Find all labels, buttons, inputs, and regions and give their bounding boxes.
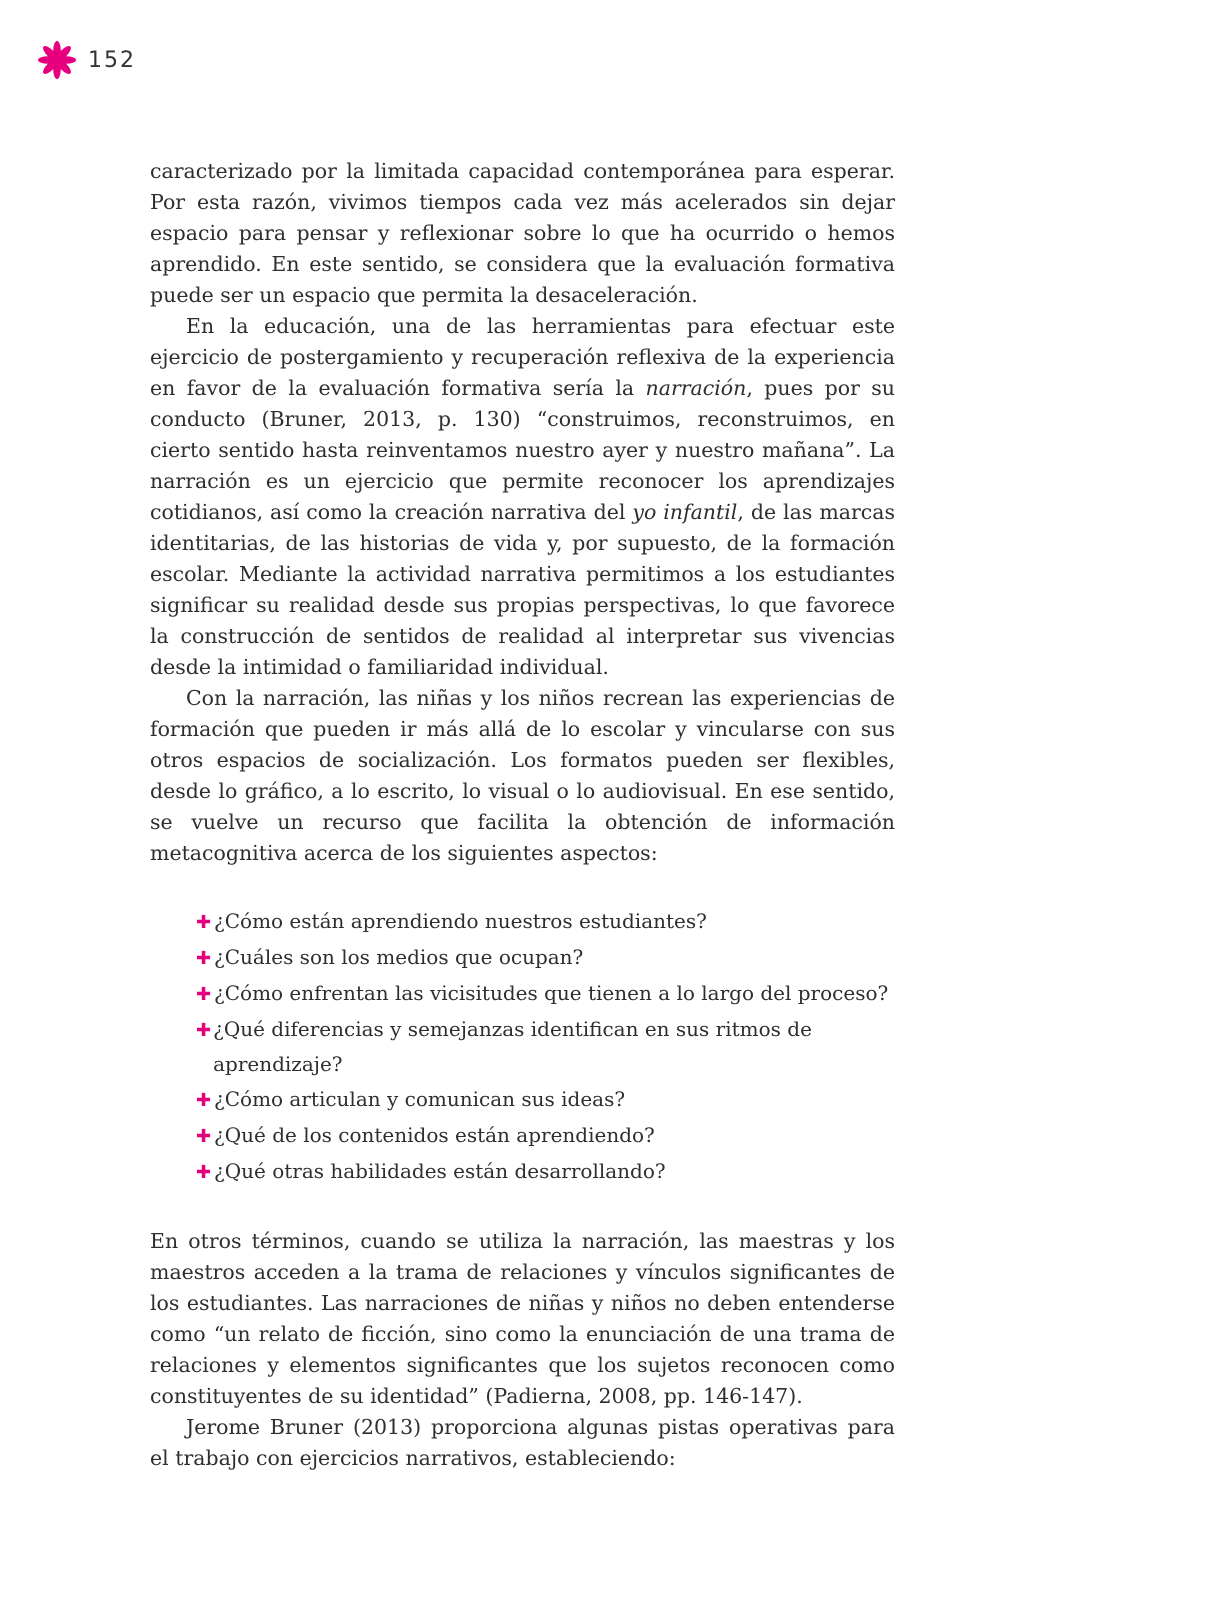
- plus-bullet-icon: ✚: [196, 912, 212, 933]
- page-number: 152: [88, 47, 136, 73]
- list-item: [196, 1082, 895, 1118]
- list-item-text: ¿Qué diferencias y semejanzas identifican en sus ritmos de aprendizaje?: [213, 1017, 812, 1076]
- list-item: [196, 976, 895, 1012]
- body-text: [150, 156, 895, 1474]
- list-item-text: ¿Cómo enfrentan las vicisitudes que tienen a lo largo del proceso?: [214, 981, 889, 1005]
- pink-asterisk-icon: [38, 41, 76, 79]
- italic-term-narracion: narración: [645, 376, 747, 400]
- plus-bullet-icon: ✚: [196, 1090, 212, 1111]
- paragraph-2: [150, 311, 895, 683]
- list-item-text: ¿Qué de los contenidos están aprendiendo?: [214, 1123, 655, 1147]
- list-item-text: ¿Cómo articulan y comunican sus ideas?: [214, 1087, 626, 1111]
- paragraph-2-text-c: , de las marcas identitarias, de las historias de vida y, por supuesto, de la formación escolar. Mediante la actividad narrativa permitimos a los estudiantes significar su realidad desde sus propias perspectivas, lo que favorece la construcción de sentidos de realidad al interpretar sus vivencias desde la intimidad o familiaridad individual.: [150, 500, 895, 679]
- list-item-text: ¿Cuáles son los medios que ocupan?: [214, 945, 584, 969]
- italic-term-yo-infantil: yo infantil: [632, 500, 738, 524]
- paragraph-3: Con la narración, las niñas y los niños recrean las experiencias de formación que pueden ir más allá de lo escolar y vincularse con sus otros espacios de socialización. Los formatos pueden ser flexibles, desde lo gráfico, a lo escrito, lo visual o lo audiovisual. En ese sentido, se vuelve un recurso que facilita la obtención de información metacognitiva acerca de los siguientes aspectos:: [150, 686, 895, 865]
- paragraph-2-text-a: En la educación, una de las herramientas para efectuar este ejercicio de postergamiento y recuperación reflexiva de la experiencia en favor de la evaluación formativa sería la: [150, 314, 895, 400]
- list-item-text: ¿Qué otras habilidades están desarrollando?: [214, 1159, 666, 1183]
- plus-bullet-icon: ✚: [196, 1020, 212, 1041]
- list-item: [196, 940, 895, 976]
- list-item: [196, 1154, 895, 1190]
- paragraph-1: caracterizado por la limitada capacidad contemporánea para esperar. Por esta razón, vivimos tiempos cada vez más acelerados sin dejar espacio para pensar y reflexionar sobre lo que ha ocurrido o hemos aprendido. En este sentido, se considera que la evaluación formativa puede ser un espacio que permita la desaceleración.: [150, 159, 895, 307]
- list-item: [196, 1118, 895, 1154]
- list-item: [196, 1012, 895, 1082]
- list-item: [196, 904, 895, 940]
- page-header: [38, 40, 136, 80]
- question-list: [150, 904, 895, 1190]
- paragraph-4: En otros términos, cuando se utiliza la narración, las maestras y los maestros acceden a la trama de relaciones y vínculos significantes de los estudiantes. Las narraciones de niñas y niños no deben entenderse como “un relato de ficción, sino como la enunciación de una trama de relaciones y elementos significantes que los sujetos reconocen como constituyentes de su identidad” (Padierna, 2008, pp. 146-147).: [150, 1229, 895, 1408]
- plus-bullet-icon: ✚: [196, 1126, 212, 1147]
- plus-bullet-icon: ✚: [196, 948, 212, 969]
- list-item-text: ¿Cómo están aprendiendo nuestros estudiantes?: [214, 909, 707, 933]
- plus-bullet-icon: ✚: [196, 1162, 212, 1183]
- plus-bullet-icon: ✚: [196, 984, 212, 1005]
- paragraph-5: Jerome Bruner (2013) proporciona algunas pistas operativas para el trabajo con ejercicios narrativos, estableciendo:: [150, 1415, 895, 1470]
- paragraph-2-text-b: , pues por su conducto (Bruner, 2013, p. 130) “construimos, reconstruimos, en cierto sentido hasta reinventamos nuestro ayer y nuestro mañana”. La narración es un ejercicio que permite reconocer los aprendizajes cotidianos, así como la creación narrativa del: [150, 376, 896, 524]
